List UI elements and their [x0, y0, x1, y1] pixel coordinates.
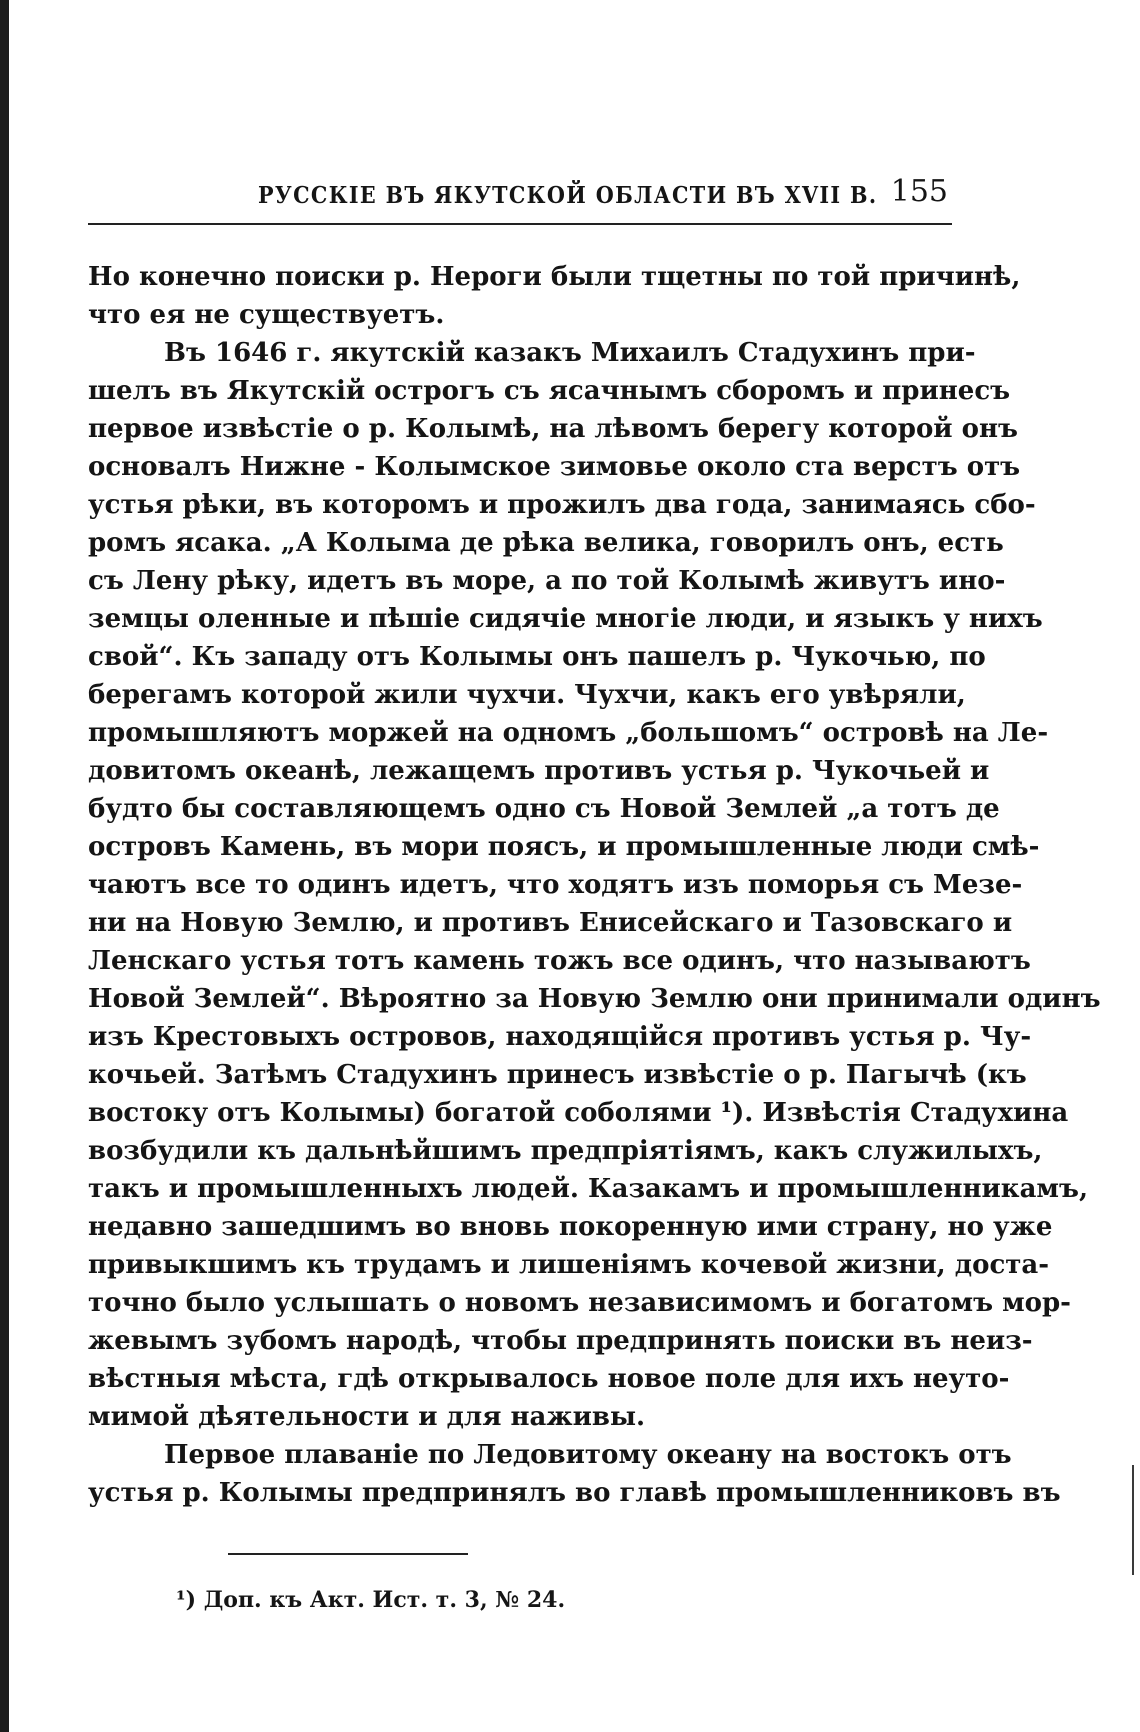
text-line: съ Лену рѣку, идетъ въ море, а по той Колымѣ живутъ ино-	[88, 566, 1006, 596]
footnote-marker: ¹)	[176, 1587, 197, 1613]
text-line: востоку отъ Колымы) богатой соболями ¹). Извѣстія Стадухина	[88, 1098, 1069, 1128]
text-line: изъ Крестовыхъ островов, находящійся противъ устья р. Чу-	[88, 1022, 1032, 1052]
text-line: устья рѣки, въ которомъ и прожилъ два года, занимаясь сбо-	[88, 490, 1036, 520]
page-right-edge	[1132, 1465, 1134, 1575]
text-line: точно было услышать о новомъ независимомъ и богатомъ мор-	[88, 1288, 1071, 1318]
running-header	[88, 174, 952, 216]
text-line: островъ Камень, въ мори поясъ, и промышленные люди смѣ-	[88, 832, 1040, 862]
text-line: что ея не существуетъ.	[88, 300, 445, 330]
text-line: ни на Новую Землю, и противъ Енисейскаго и Тазовскаго и	[88, 908, 1013, 938]
footnote-text: Доп. къ Акт. Ист. т. 3, № 24.	[203, 1587, 566, 1613]
text-line: Въ 1646 г. якутскій казакъ Михаилъ Стадухинъ при-	[164, 338, 976, 368]
text-line: Ленскаго устья тотъ камень тожъ все одинъ, что называютъ	[88, 946, 1031, 976]
text-line: кочьей. Затѣмъ Стадухинъ принесъ извѣстіе о р. Пагычѣ (къ	[88, 1060, 1027, 1090]
text-line: берегамъ которой жили чухчи. Чухчи, какъ его увѣряли,	[88, 680, 966, 710]
text-line: земцы оленные и пѣшіе сидячіе многіе люди, и языкъ у нихъ	[88, 604, 1043, 634]
text-line: первое извѣстіе о р. Колымѣ, на лѣвомъ берегу которой онъ	[88, 414, 1018, 444]
header-rule	[88, 223, 952, 225]
text-line: жевымъ зубомъ народѣ, чтобы предпринять поиски въ неиз-	[88, 1326, 1033, 1356]
text-line: мимой дѣятельности и для наживы.	[88, 1402, 646, 1432]
text-line: шелъ въ Якутскій острогъ съ ясачнымъ сборомъ и принесъ	[88, 376, 1011, 406]
text-line: привыкшимъ къ трудамъ и лишеніямъ кочевой жизни, доста-	[88, 1250, 1050, 1280]
text-line: устья р. Колымы предпринялъ во главѣ промышленниковъ въ	[88, 1478, 1061, 1508]
text-line: промышляютъ моржей на одномъ „большомъ“ островѣ на Ле-	[88, 718, 1049, 748]
body-text	[88, 258, 1101, 1512]
text-line: довитомъ океанѣ, лежащемъ противъ устья р. Чукочьей и	[88, 756, 990, 786]
text-line: вѣстныя мѣста, гдѣ открывалось новое поле для ихъ неуто-	[88, 1364, 1010, 1394]
text-line: Первое плаваніе по Ледовитому океану на востокъ отъ	[164, 1440, 1012, 1470]
text-line: чаютъ все то одинъ идетъ, что ходятъ изъ поморья съ Мезе-	[88, 870, 1023, 900]
text-line: будто бы составляющемъ одно съ Новой Землей „а тотъ де	[88, 794, 1000, 824]
footnote	[176, 1587, 565, 1613]
text-line: недавно зашедшимъ во вновь покоренную ими страну, но уже	[88, 1212, 1053, 1242]
page-binding-edge	[0, 0, 9, 1732]
page-number: 155	[890, 174, 948, 209]
text-line: Новой Землей“. Вѣроятно за Новую Землю они принимали одинъ	[88, 984, 1101, 1014]
running-title: РУССКІЕ ВЪ ЯКУТСКОЙ ОБЛАСТИ ВЪ XVII В.	[258, 182, 878, 209]
text-line: основалъ Нижне - Колымское зимовье около ста верстъ отъ	[88, 452, 1021, 482]
footnote-rule	[228, 1553, 468, 1555]
text-line: возбудили къ дальнѣйшимъ предпріятіямъ, какъ служилыхъ,	[88, 1136, 1043, 1166]
text-line: такъ и промышленныхъ людей. Казакамъ и промышленникамъ,	[88, 1174, 1088, 1204]
text-line: Но конечно поиски р. Нероги были тщетны по той причинѣ,	[88, 262, 1021, 292]
text-line: ромъ ясака. „А Колыма де рѣка велика, говорилъ онъ, есть	[88, 528, 1004, 558]
text-line: свой“. Къ западу отъ Колымы онъ пашелъ р. Чукочью, по	[88, 642, 986, 672]
